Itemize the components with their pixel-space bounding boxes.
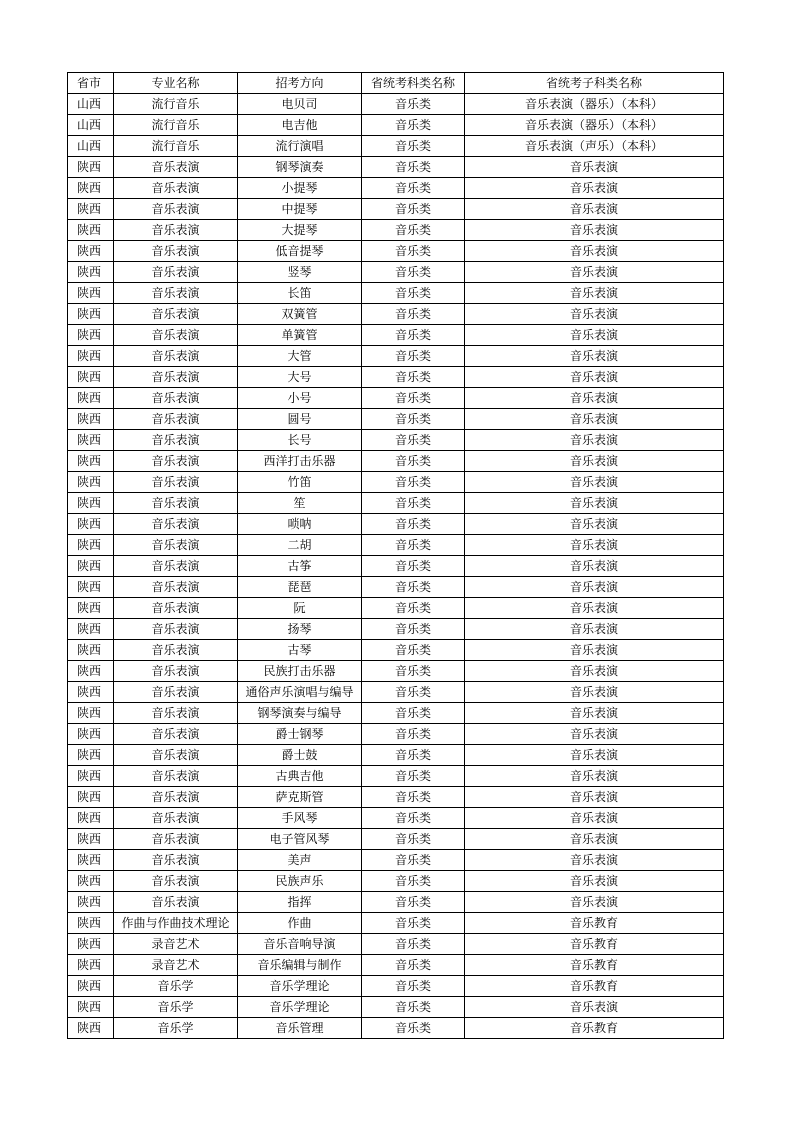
table-row: [68, 703, 724, 724]
cell-major: 音乐表演: [114, 745, 238, 766]
table-row: [68, 94, 724, 115]
cell-direction: 古筝: [238, 556, 362, 577]
cell-major: 音乐表演: [114, 724, 238, 745]
cell-province: 陕西: [68, 808, 114, 829]
cell-exam-subcategory: 音乐表演: [465, 493, 724, 514]
table-row: [68, 115, 724, 136]
table-row: [68, 850, 724, 871]
cell-exam-subcategory: 音乐表演: [465, 472, 724, 493]
cell-province: 陕西: [68, 262, 114, 283]
cell-province: 陕西: [68, 451, 114, 472]
cell-province: 陕西: [68, 892, 114, 913]
cell-major: 音乐表演: [114, 283, 238, 304]
cell-exam-subcategory: 音乐表演: [465, 304, 724, 325]
cell-province: 陕西: [68, 556, 114, 577]
cell-major: 音乐表演: [114, 325, 238, 346]
cell-exam-category: 音乐类: [362, 1018, 465, 1039]
table-row: [68, 136, 724, 157]
cell-exam-subcategory: 音乐表演: [465, 787, 724, 808]
table-row: [68, 325, 724, 346]
cell-major: 音乐学: [114, 1018, 238, 1039]
cell-major: 音乐表演: [114, 850, 238, 871]
cell-exam-category: 音乐类: [362, 346, 465, 367]
table-row: [68, 367, 724, 388]
cell-exam-subcategory: 音乐表演: [465, 766, 724, 787]
cell-province: 陕西: [68, 430, 114, 451]
cell-exam-category: 音乐类: [362, 262, 465, 283]
cell-major: 音乐表演: [114, 892, 238, 913]
cell-exam-category: 音乐类: [362, 94, 465, 115]
cell-province: 陕西: [68, 682, 114, 703]
cell-province: 陕西: [68, 535, 114, 556]
cell-exam-subcategory: 音乐表演（器乐）（本科）: [465, 115, 724, 136]
cell-exam-subcategory: 音乐表演: [465, 724, 724, 745]
cell-province: 山西: [68, 136, 114, 157]
cell-exam-category: 音乐类: [362, 220, 465, 241]
cell-exam-category: 音乐类: [362, 472, 465, 493]
cell-exam-category: 音乐类: [362, 724, 465, 745]
cell-province: 陕西: [68, 157, 114, 178]
cell-major: 音乐表演: [114, 766, 238, 787]
cell-province: 陕西: [68, 325, 114, 346]
cell-exam-category: 音乐类: [362, 388, 465, 409]
cell-direction: 爵士鼓: [238, 745, 362, 766]
cell-direction: 民族声乐: [238, 871, 362, 892]
table-row: [68, 640, 724, 661]
cell-direction: 音乐音响导演: [238, 934, 362, 955]
cell-exam-subcategory: 音乐表演: [465, 745, 724, 766]
cell-province: 陕西: [68, 787, 114, 808]
cell-direction: 双簧管: [238, 304, 362, 325]
cell-province: 陕西: [68, 640, 114, 661]
cell-province: 陕西: [68, 955, 114, 976]
table-row: [68, 598, 724, 619]
table-row: [68, 241, 724, 262]
cell-exam-subcategory: 音乐表演: [465, 850, 724, 871]
cell-exam-subcategory: 音乐表演: [465, 661, 724, 682]
cell-major: 音乐表演: [114, 640, 238, 661]
cell-major: 音乐表演: [114, 241, 238, 262]
table-row: [68, 157, 724, 178]
cell-direction: 小号: [238, 388, 362, 409]
cell-province: 山西: [68, 94, 114, 115]
cell-province: 陕西: [68, 220, 114, 241]
cell-direction: 西洋打击乐器: [238, 451, 362, 472]
cell-major: 音乐表演: [114, 472, 238, 493]
cell-direction: 圆号: [238, 409, 362, 430]
cell-direction: 指挥: [238, 892, 362, 913]
cell-major: 音乐表演: [114, 703, 238, 724]
cell-province: 陕西: [68, 724, 114, 745]
cell-direction: 竖琴: [238, 262, 362, 283]
cell-major: 音乐表演: [114, 514, 238, 535]
table-row: [68, 346, 724, 367]
cell-major: 音乐表演: [114, 661, 238, 682]
table-header: [68, 73, 724, 94]
cell-province: 陕西: [68, 1018, 114, 1039]
header-row: [68, 73, 724, 94]
cell-exam-subcategory: 音乐表演: [465, 199, 724, 220]
cell-direction: 小提琴: [238, 178, 362, 199]
header-exam-subcategory: 省统考子科类名称: [465, 73, 724, 94]
cell-direction: 流行演唱: [238, 136, 362, 157]
cell-exam-subcategory: 音乐表演: [465, 892, 724, 913]
cell-exam-category: 音乐类: [362, 871, 465, 892]
cell-exam-subcategory: 音乐表演: [465, 619, 724, 640]
cell-direction: 音乐编辑与制作: [238, 955, 362, 976]
table-row: [68, 829, 724, 850]
cell-major: 音乐表演: [114, 409, 238, 430]
cell-exam-subcategory: 音乐教育: [465, 1018, 724, 1039]
cell-exam-category: 音乐类: [362, 766, 465, 787]
cell-direction: 通俗声乐演唱与编导: [238, 682, 362, 703]
cell-exam-subcategory: 音乐教育: [465, 955, 724, 976]
cell-major: 音乐表演: [114, 304, 238, 325]
cell-province: 陕西: [68, 493, 114, 514]
cell-exam-category: 音乐类: [362, 934, 465, 955]
table-row: [68, 997, 724, 1018]
table-row: [68, 535, 724, 556]
cell-major: 流行音乐: [114, 136, 238, 157]
cell-exam-category: 音乐类: [362, 745, 465, 766]
cell-direction: 唢呐: [238, 514, 362, 535]
cell-province: 陕西: [68, 472, 114, 493]
cell-province: 陕西: [68, 829, 114, 850]
cell-major: 音乐表演: [114, 157, 238, 178]
cell-major: 音乐表演: [114, 556, 238, 577]
cell-exam-subcategory: 音乐表演: [465, 451, 724, 472]
cell-exam-subcategory: 音乐表演: [465, 220, 724, 241]
cell-major: 音乐表演: [114, 577, 238, 598]
table-row: [68, 556, 724, 577]
cell-direction: 钢琴演奏: [238, 157, 362, 178]
table-row: [68, 787, 724, 808]
table-row: [68, 661, 724, 682]
cell-exam-subcategory: 音乐表演: [465, 808, 724, 829]
cell-exam-subcategory: 音乐表演: [465, 325, 724, 346]
cell-exam-category: 音乐类: [362, 703, 465, 724]
cell-direction: 钢琴演奏与编导: [238, 703, 362, 724]
table-body: [68, 94, 724, 1039]
cell-direction: 爵士钢琴: [238, 724, 362, 745]
cell-exam-subcategory: 音乐表演: [465, 556, 724, 577]
cell-exam-subcategory: 音乐表演: [465, 430, 724, 451]
cell-exam-subcategory: 音乐表演: [465, 598, 724, 619]
table-row: [68, 199, 724, 220]
cell-direction: 作曲: [238, 913, 362, 934]
cell-direction: 美声: [238, 850, 362, 871]
cell-exam-category: 音乐类: [362, 136, 465, 157]
header-exam-category: 省统考科类名称: [362, 73, 465, 94]
cell-exam-subcategory: 音乐表演: [465, 682, 724, 703]
cell-exam-category: 音乐类: [362, 976, 465, 997]
cell-direction: 低音提琴: [238, 241, 362, 262]
cell-major: 流行音乐: [114, 94, 238, 115]
header-province: 省市: [68, 73, 114, 94]
table-row: [68, 1018, 724, 1039]
cell-major: 音乐学: [114, 976, 238, 997]
table-row: [68, 409, 724, 430]
cell-direction: 扬琴: [238, 619, 362, 640]
cell-exam-category: 音乐类: [362, 451, 465, 472]
table-row: [68, 283, 724, 304]
cell-direction: 电子管风琴: [238, 829, 362, 850]
table-row: [68, 745, 724, 766]
cell-province: 陕西: [68, 367, 114, 388]
table-row: [68, 178, 724, 199]
cell-direction: 萨克斯管: [238, 787, 362, 808]
cell-province: 陕西: [68, 514, 114, 535]
cell-major: 音乐表演: [114, 808, 238, 829]
cell-exam-category: 音乐类: [362, 577, 465, 598]
cell-exam-category: 音乐类: [362, 493, 465, 514]
cell-major: 录音艺术: [114, 934, 238, 955]
cell-exam-subcategory: 音乐表演: [465, 640, 724, 661]
cell-major: 音乐表演: [114, 178, 238, 199]
table-row: [68, 892, 724, 913]
cell-exam-subcategory: 音乐表演: [465, 514, 724, 535]
cell-direction: 琵琶: [238, 577, 362, 598]
cell-exam-category: 音乐类: [362, 115, 465, 136]
cell-exam-subcategory: 音乐表演: [465, 241, 724, 262]
table-row: [68, 955, 724, 976]
cell-direction: 音乐学理论: [238, 976, 362, 997]
cell-direction: 大号: [238, 367, 362, 388]
admissions-table: [67, 72, 724, 1039]
cell-exam-category: 音乐类: [362, 619, 465, 640]
cell-major: 音乐表演: [114, 598, 238, 619]
cell-exam-category: 音乐类: [362, 556, 465, 577]
table-row: [68, 913, 724, 934]
cell-exam-category: 音乐类: [362, 913, 465, 934]
cell-province: 陕西: [68, 178, 114, 199]
cell-exam-category: 音乐类: [362, 157, 465, 178]
cell-direction: 笙: [238, 493, 362, 514]
cell-exam-subcategory: 音乐表演: [465, 871, 724, 892]
cell-province: 陕西: [68, 661, 114, 682]
cell-exam-subcategory: 音乐表演: [465, 409, 724, 430]
cell-major: 音乐学: [114, 997, 238, 1018]
table-row: [68, 976, 724, 997]
cell-province: 陕西: [68, 913, 114, 934]
cell-major: 音乐表演: [114, 535, 238, 556]
table-row: [68, 304, 724, 325]
cell-direction: 大提琴: [238, 220, 362, 241]
table-row: [68, 430, 724, 451]
cell-exam-category: 音乐类: [362, 955, 465, 976]
cell-exam-subcategory: 音乐表演: [465, 388, 724, 409]
table-row: [68, 934, 724, 955]
table-row: [68, 472, 724, 493]
table-row: [68, 514, 724, 535]
cell-major: 音乐表演: [114, 430, 238, 451]
cell-direction: 电吉他: [238, 115, 362, 136]
cell-exam-category: 音乐类: [362, 808, 465, 829]
cell-exam-subcategory: 音乐表演: [465, 346, 724, 367]
cell-exam-subcategory: 音乐教育: [465, 934, 724, 955]
cell-exam-subcategory: 音乐表演: [465, 283, 724, 304]
cell-province: 陕西: [68, 409, 114, 430]
cell-direction: 二胡: [238, 535, 362, 556]
cell-exam-subcategory: 音乐表演: [465, 703, 724, 724]
cell-province: 陕西: [68, 577, 114, 598]
cell-exam-category: 音乐类: [362, 787, 465, 808]
cell-exam-category: 音乐类: [362, 178, 465, 199]
cell-exam-category: 音乐类: [362, 514, 465, 535]
cell-exam-category: 音乐类: [362, 640, 465, 661]
cell-direction: 长号: [238, 430, 362, 451]
cell-exam-category: 音乐类: [362, 892, 465, 913]
cell-exam-category: 音乐类: [362, 661, 465, 682]
cell-major: 音乐表演: [114, 451, 238, 472]
cell-direction: 竹笛: [238, 472, 362, 493]
table-row: [68, 493, 724, 514]
cell-exam-category: 音乐类: [362, 598, 465, 619]
cell-direction: 单簧管: [238, 325, 362, 346]
cell-major: 音乐表演: [114, 346, 238, 367]
cell-province: 陕西: [68, 703, 114, 724]
cell-major: 流行音乐: [114, 115, 238, 136]
cell-exam-subcategory: 音乐教育: [465, 913, 724, 934]
cell-direction: 音乐学理论: [238, 997, 362, 1018]
cell-province: 陕西: [68, 283, 114, 304]
cell-province: 陕西: [68, 241, 114, 262]
cell-exam-subcategory: 音乐表演: [465, 157, 724, 178]
cell-major: 音乐表演: [114, 493, 238, 514]
cell-direction: 中提琴: [238, 199, 362, 220]
cell-major: 音乐表演: [114, 388, 238, 409]
cell-direction: 手风琴: [238, 808, 362, 829]
cell-province: 陕西: [68, 997, 114, 1018]
header-major: 专业名称: [114, 73, 238, 94]
cell-direction: 古琴: [238, 640, 362, 661]
cell-exam-category: 音乐类: [362, 535, 465, 556]
cell-province: 陕西: [68, 766, 114, 787]
cell-province: 陕西: [68, 304, 114, 325]
table-row: [68, 808, 724, 829]
cell-province: 陕西: [68, 346, 114, 367]
cell-province: 山西: [68, 115, 114, 136]
cell-direction: 阮: [238, 598, 362, 619]
table-row: [68, 619, 724, 640]
cell-province: 陕西: [68, 388, 114, 409]
cell-exam-category: 音乐类: [362, 430, 465, 451]
cell-major: 作曲与作曲技术理论: [114, 913, 238, 934]
table-row: [68, 577, 724, 598]
cell-major: 音乐表演: [114, 829, 238, 850]
cell-exam-category: 音乐类: [362, 283, 465, 304]
cell-direction: 长笛: [238, 283, 362, 304]
cell-direction: 音乐管理: [238, 1018, 362, 1039]
cell-exam-subcategory: 音乐表演（器乐）（本科）: [465, 94, 724, 115]
cell-exam-subcategory: 音乐表演: [465, 178, 724, 199]
cell-major: 音乐表演: [114, 262, 238, 283]
cell-major: 音乐表演: [114, 199, 238, 220]
cell-direction: 古典吉他: [238, 766, 362, 787]
cell-exam-category: 音乐类: [362, 325, 465, 346]
cell-exam-category: 音乐类: [362, 829, 465, 850]
cell-province: 陕西: [68, 871, 114, 892]
cell-province: 陕西: [68, 976, 114, 997]
cell-province: 陕西: [68, 598, 114, 619]
cell-exam-category: 音乐类: [362, 241, 465, 262]
cell-major: 音乐表演: [114, 787, 238, 808]
table-row: [68, 682, 724, 703]
table-row: [68, 766, 724, 787]
cell-province: 陕西: [68, 850, 114, 871]
cell-exam-category: 音乐类: [362, 304, 465, 325]
table-row: [68, 724, 724, 745]
cell-exam-subcategory: 音乐表演: [465, 829, 724, 850]
cell-exam-subcategory: 音乐表演: [465, 577, 724, 598]
cell-exam-category: 音乐类: [362, 850, 465, 871]
table-row: [68, 451, 724, 472]
cell-province: 陕西: [68, 934, 114, 955]
cell-exam-category: 音乐类: [362, 199, 465, 220]
cell-major: 音乐表演: [114, 220, 238, 241]
cell-exam-subcategory: 音乐表演（声乐）（本科）: [465, 136, 724, 157]
cell-exam-category: 音乐类: [362, 682, 465, 703]
cell-province: 陕西: [68, 745, 114, 766]
cell-exam-category: 音乐类: [362, 409, 465, 430]
cell-exam-subcategory: 音乐教育: [465, 976, 724, 997]
table-row: [68, 871, 724, 892]
cell-exam-subcategory: 音乐表演: [465, 262, 724, 283]
cell-major: 音乐表演: [114, 871, 238, 892]
cell-direction: 电贝司: [238, 94, 362, 115]
cell-province: 陕西: [68, 199, 114, 220]
cell-direction: 民族打击乐器: [238, 661, 362, 682]
cell-major: 音乐表演: [114, 367, 238, 388]
cell-exam-subcategory: 音乐表演: [465, 997, 724, 1018]
cell-exam-category: 音乐类: [362, 367, 465, 388]
cell-direction: 大管: [238, 346, 362, 367]
cell-exam-subcategory: 音乐表演: [465, 535, 724, 556]
cell-major: 录音艺术: [114, 955, 238, 976]
cell-province: 陕西: [68, 619, 114, 640]
cell-major: 音乐表演: [114, 682, 238, 703]
cell-major: 音乐表演: [114, 619, 238, 640]
cell-exam-category: 音乐类: [362, 997, 465, 1018]
header-direction: 招考方向: [238, 73, 362, 94]
table-row: [68, 388, 724, 409]
table-row: [68, 262, 724, 283]
table-row: [68, 220, 724, 241]
cell-exam-subcategory: 音乐表演: [465, 367, 724, 388]
